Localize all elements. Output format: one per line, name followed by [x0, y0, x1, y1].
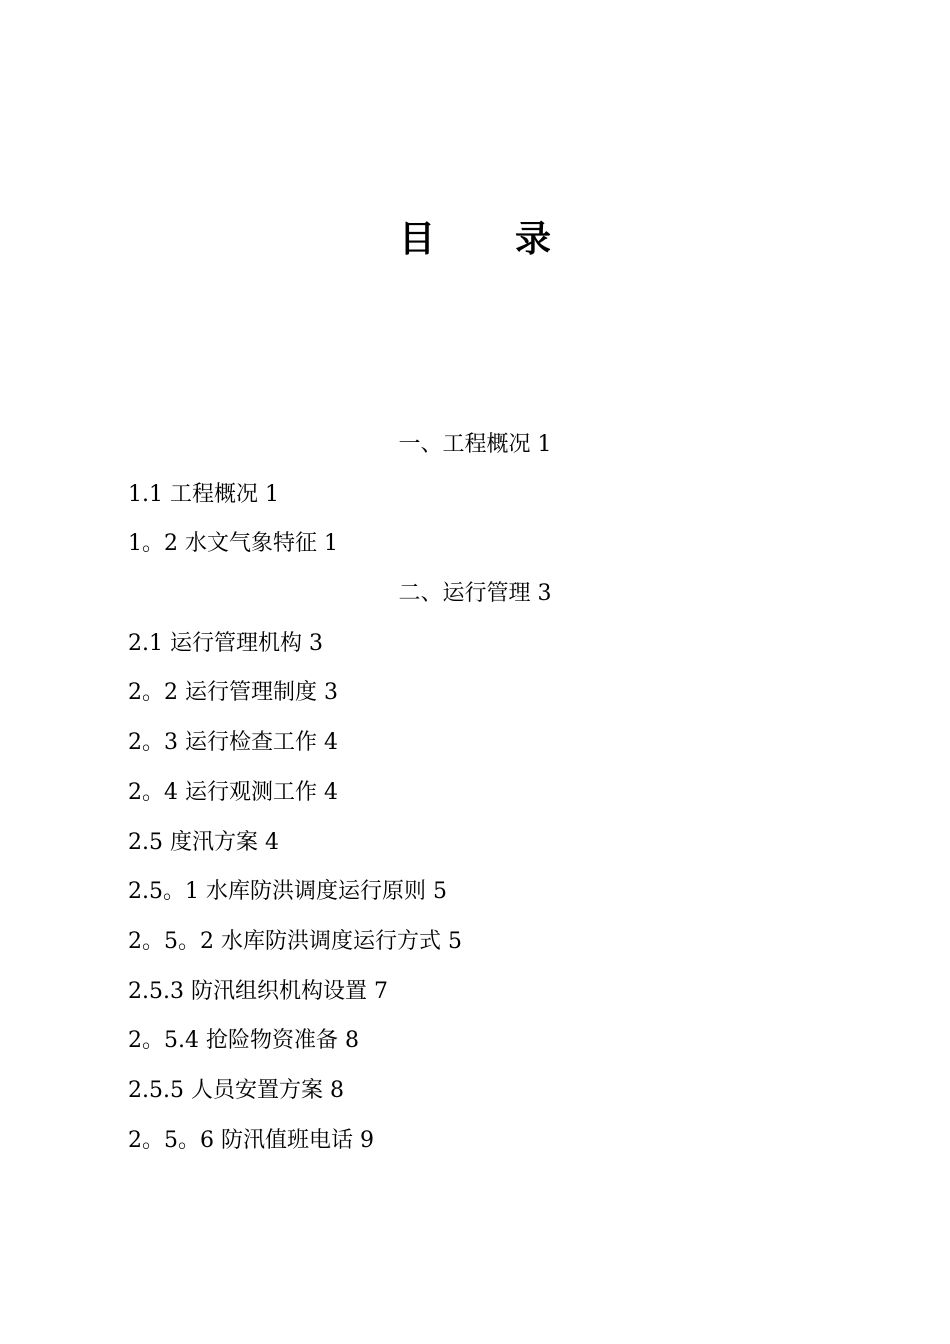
toc-title: [0, 210, 950, 270]
toc-list: [128, 420, 828, 1165]
toc-title-char-1: 目: [398, 219, 435, 260]
toc-entry-2-1[interactable]: 2.1 运行管理机构 3: [128, 630, 323, 656]
toc-entry-1-1[interactable]: 1.1 工程概况 1: [128, 481, 279, 507]
toc-entry-2-5[interactable]: 2.5 度汛方案 4: [128, 829, 279, 855]
toc-entry-2-5-3[interactable]: 2.5.3 防汛组织机构设置 7: [128, 978, 388, 1004]
toc-entry-2-5-5[interactable]: 2.5.5 人员安置方案 8: [128, 1077, 344, 1103]
toc-entry-chapter-2[interactable]: 二、运行管理 3: [398, 581, 552, 607]
toc-entry-1-2[interactable]: 1。2 水文气象特征 1: [128, 531, 338, 557]
toc-entry-2-2[interactable]: 2。2 运行管理制度 3: [128, 680, 338, 706]
toc-entry-2-5-6[interactable]: 2。5。6 防汛值班电话 9: [128, 1127, 374, 1153]
toc-entry-2-3[interactable]: 2。3 运行检查工作 4: [128, 730, 338, 756]
toc-title-char-2: 录: [515, 219, 552, 260]
toc-entry-2-5-2[interactable]: 2。5。2 水库防洪调度运行方式 5: [128, 928, 462, 954]
toc-entry-2-4[interactable]: 2。4 运行观测工作 4: [128, 779, 338, 805]
toc-entry-chapter-1[interactable]: 一、工程概况 1: [398, 432, 552, 457]
toc-entry-2-5-1[interactable]: 2.5。1 水库防洪调度运行原则 5: [128, 879, 447, 905]
toc-entry-2-5-4[interactable]: 2。5.4 抢险物资准备 8: [128, 1028, 359, 1054]
